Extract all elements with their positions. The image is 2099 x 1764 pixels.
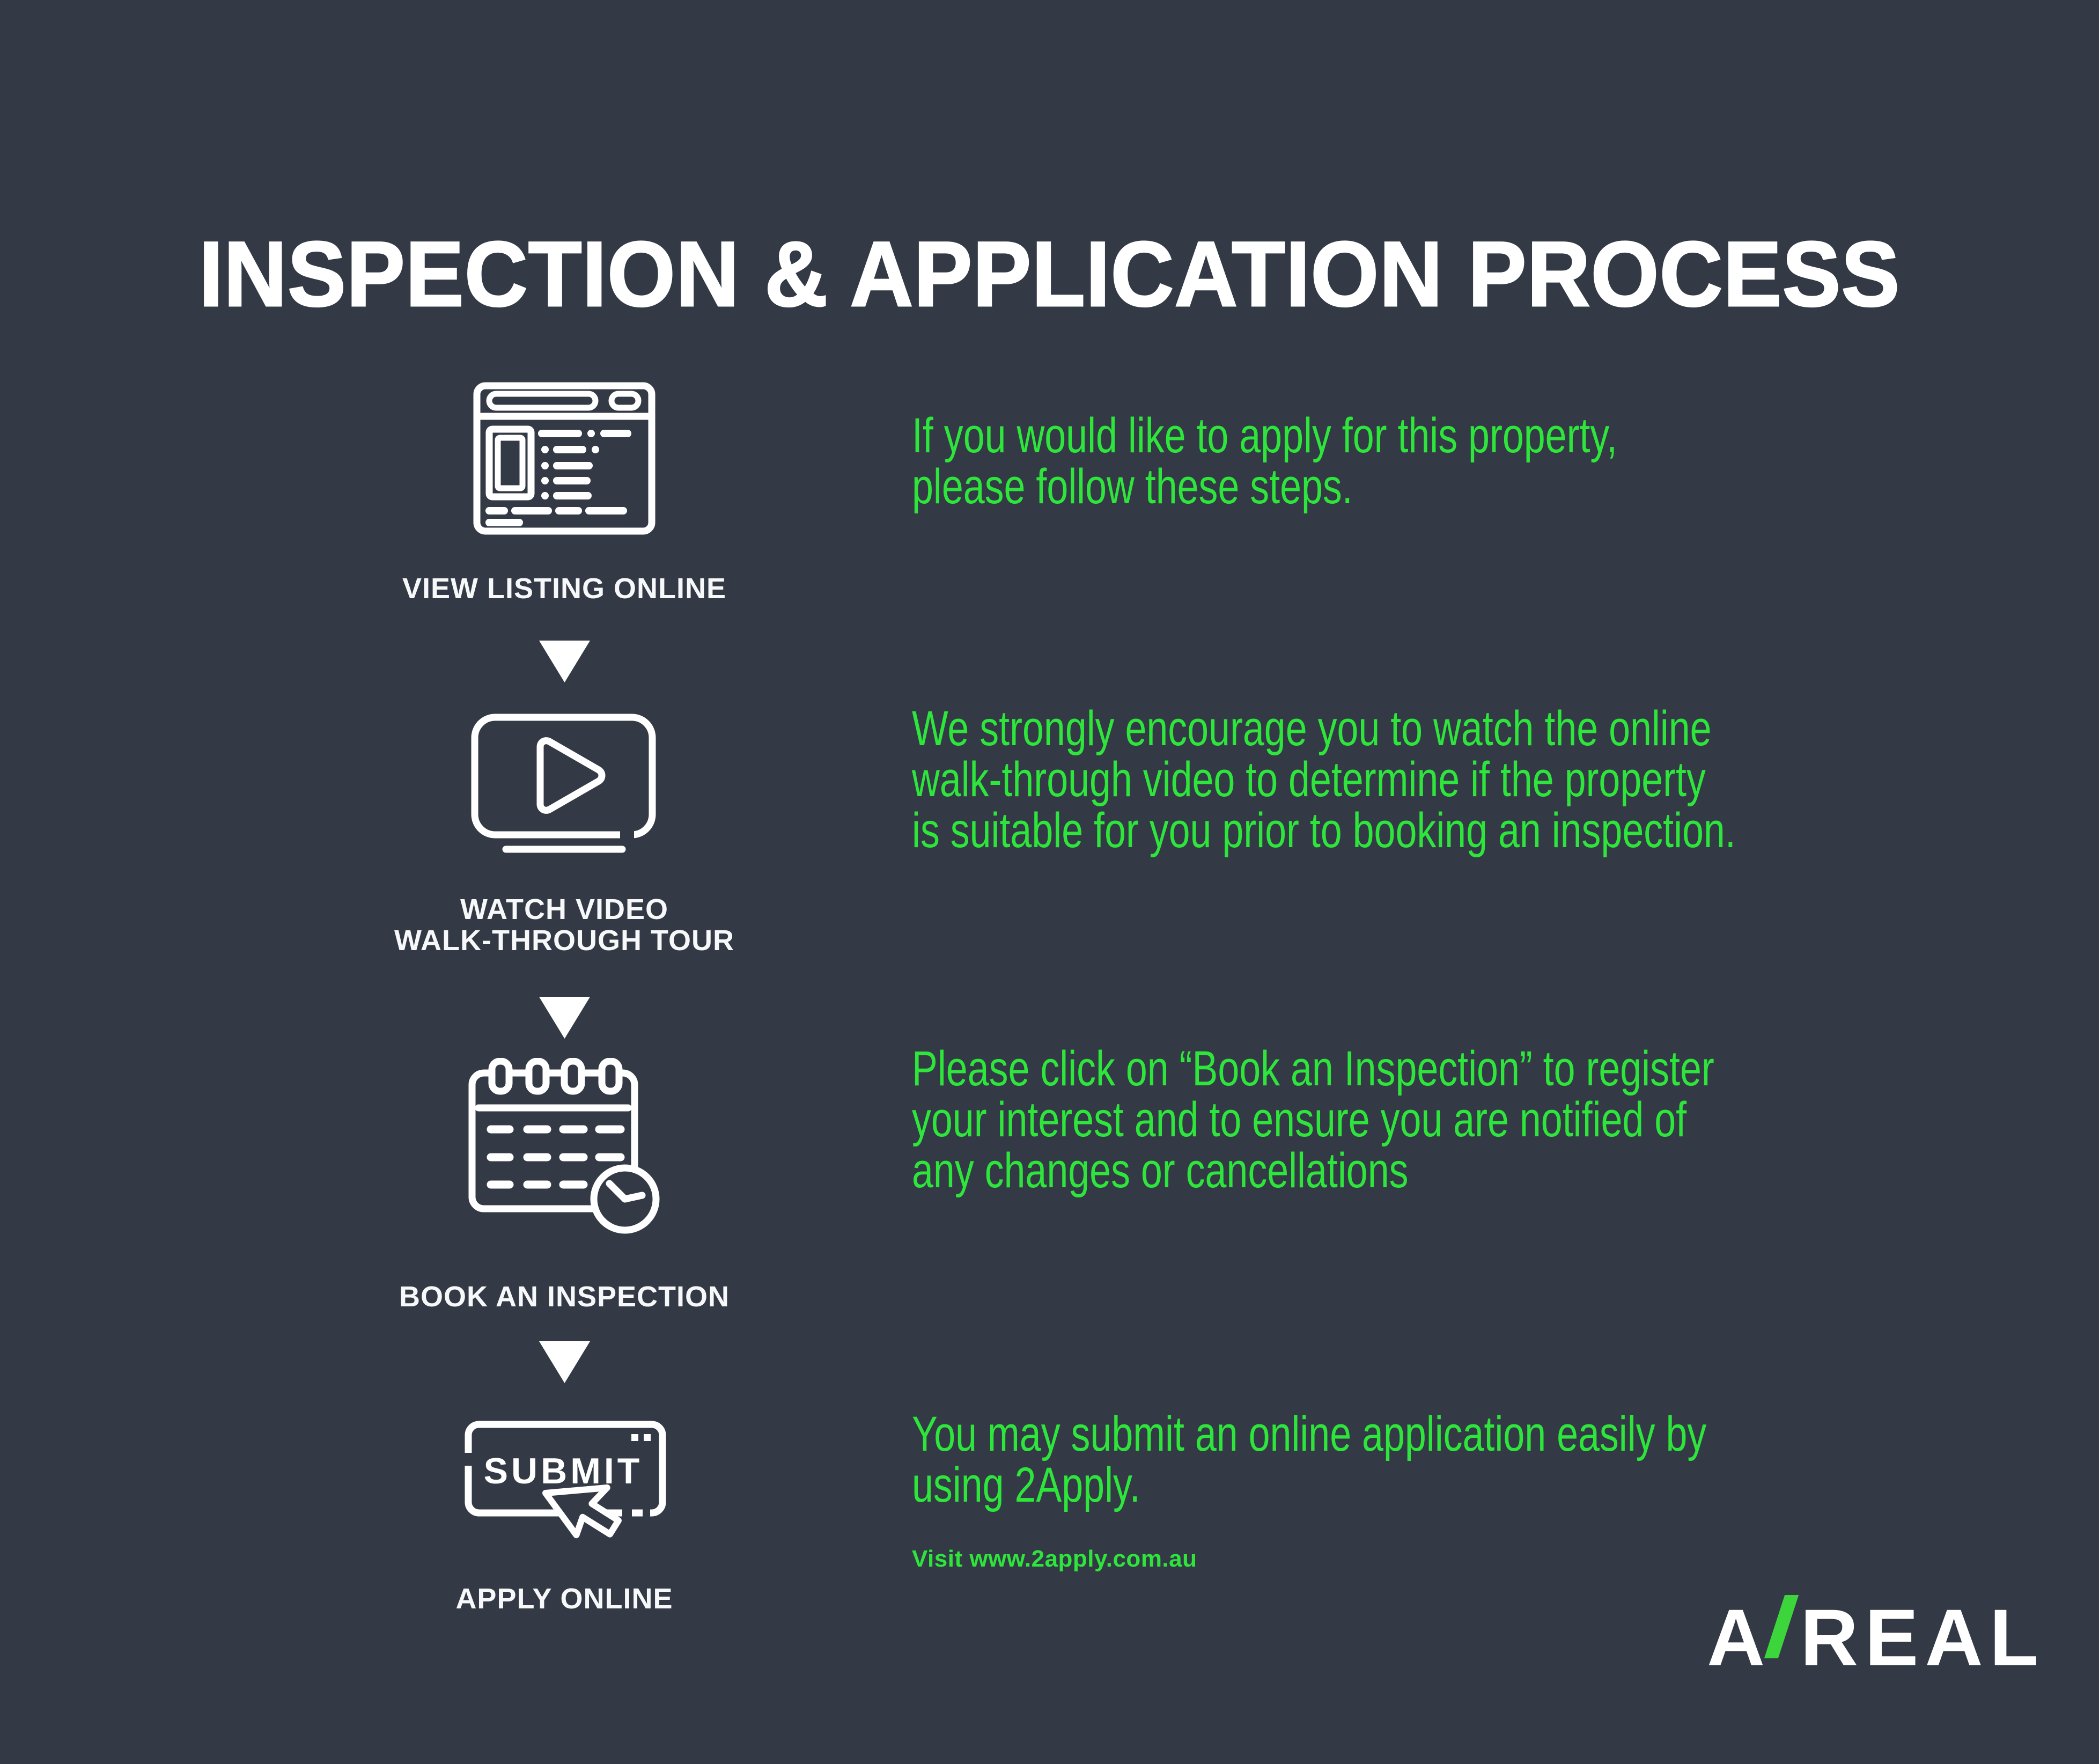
calendar-clock-icon [467,1058,660,1235]
page-title: INSPECTION & APPLICATION PROCESS [198,223,1901,326]
step-description-watch-video: We strongly encourage you to watch the online walk-through video to determine if the property is suitable for you prior to booking an inspection. [912,701,1736,858]
step-label-book-inspection: BOOK AN INSPECTION [399,1281,730,1313]
down-arrow-icon [539,641,590,682]
down-arrow-icon [539,997,590,1039]
logo-suffix: REAL [1800,1592,2045,1682]
down-arrow-icon [539,1341,590,1383]
step-description-view-listing: If you would like to apply for this property, please follow these steps. [912,408,1617,514]
submit-button-text: SUBMIT [483,1451,643,1491]
submit-button-icon [461,1416,671,1593]
step-description-apply-online: You may submit an online application easily by using 2Apply. [912,1407,1707,1512]
video-player-icon [471,714,657,854]
browser-listing-icon [473,382,656,535]
step-label-view-listing: VIEW LISTING ONLINE [402,572,726,605]
step-description-book-inspection: Please click on “Book an Inspection” to register your interest and to ensure you are notified of any changes or cancellations [912,1041,1714,1198]
step-label-apply-online: APPLY ONLINE [455,1583,673,1615]
step-label-watch-video: WATCH VIDEO WALK-THROUGH TOUR [394,893,734,957]
areal-logo [1707,1592,2045,1682]
logo-prefix: A [1707,1592,1772,1682]
logo-slash-icon [1771,1597,1800,1678]
visit-2apply-note: Visit www.2apply.com.au [912,1546,1197,1572]
